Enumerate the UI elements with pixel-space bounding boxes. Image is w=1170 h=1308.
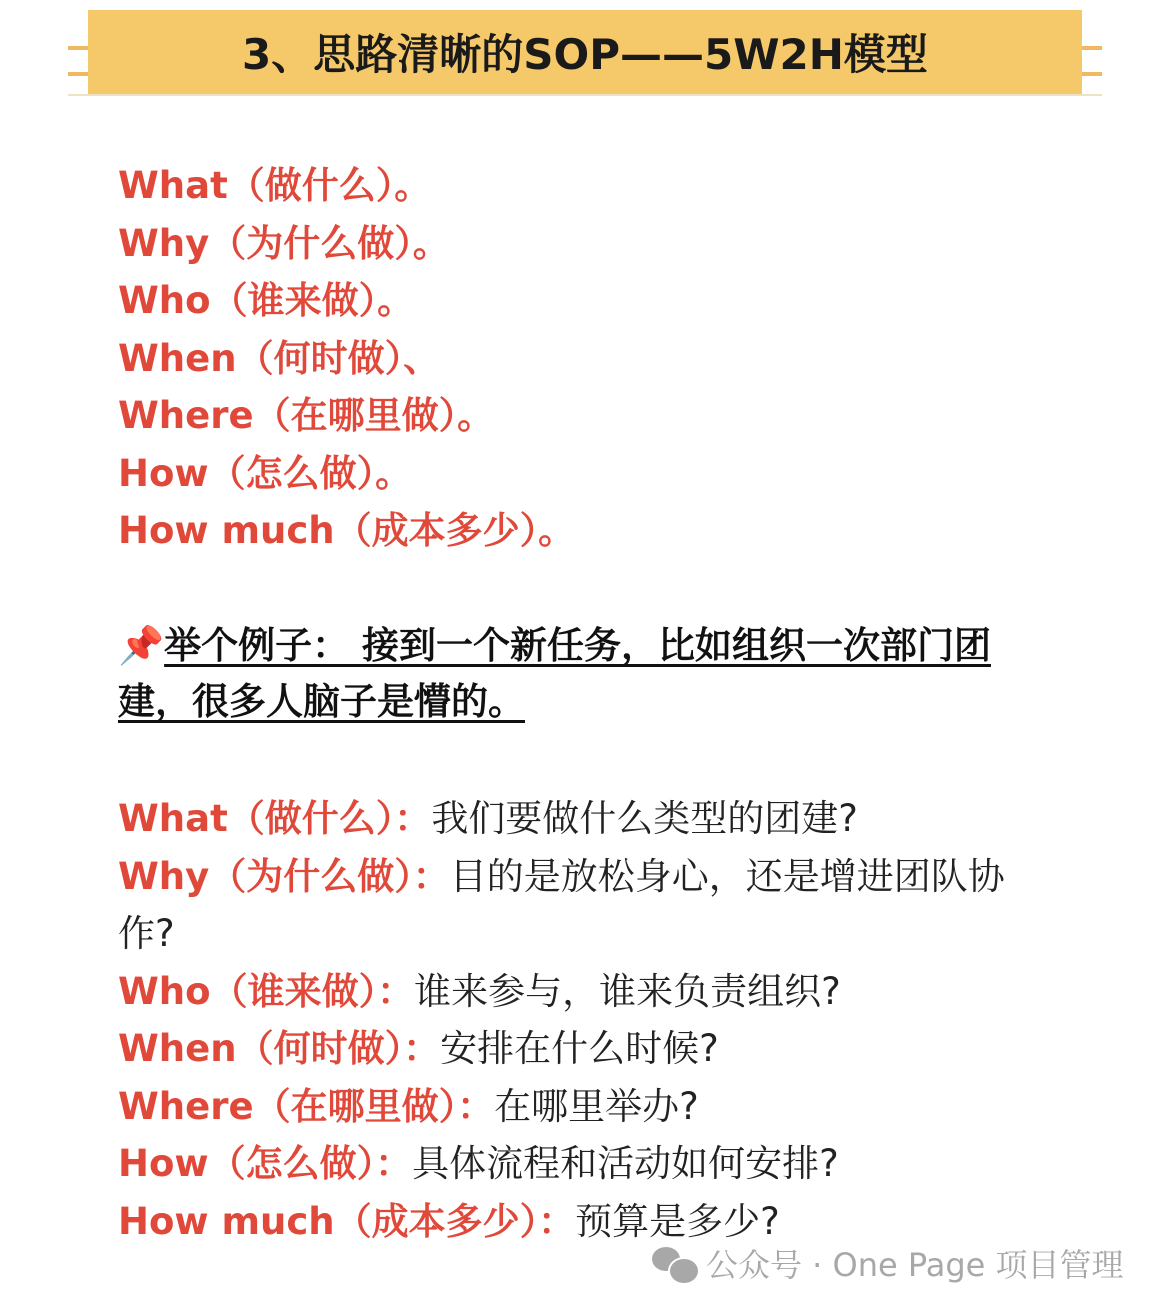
- section-banner: [88, 10, 1082, 94]
- example-heading: 📌举个例子： 接到一个新任务，比如组织一次部门团建，很多人脑子是懵的。: [118, 618, 1018, 730]
- model-list: [118, 157, 575, 560]
- example-list: [118, 790, 1038, 1250]
- list-item: How much（成本多少）：预算是多少?: [118, 1199, 780, 1243]
- list-item: What（做什么）。: [118, 164, 432, 207]
- list-item: Where（在哪里做）。: [118, 394, 495, 437]
- wechat-icon: [652, 1245, 696, 1281]
- watermark: [652, 1240, 1124, 1286]
- list-item: When（何时做）：安排在什么时候?: [118, 1027, 719, 1070]
- divider: [68, 94, 1102, 96]
- list-item: When（何时做）、: [118, 336, 441, 380]
- list-item: How much（成本多少）。: [118, 509, 576, 552]
- list-item: Who（谁来做）。: [118, 279, 415, 322]
- list-item: What（做什么）：我们要做什么类型的团建?: [118, 797, 858, 840]
- list-item: How（怎么做）：具体流程和活动如何安排?: [118, 1142, 839, 1185]
- list-item: Why（为什么做）。: [118, 221, 450, 265]
- list-item: How（怎么做）。: [118, 451, 413, 495]
- watermark-text: 公众号 · One Page 项目管理: [706, 1246, 1124, 1284]
- list-item: Where（在哪里做）：在哪里举办?: [118, 1084, 699, 1128]
- list-item: Who（谁来做）：谁来参与，谁来负责组织?: [118, 969, 841, 1013]
- pushpin-icon: 📌: [118, 624, 165, 667]
- section-title: 3、思路清晰的SOP——5W2H模型: [242, 30, 928, 79]
- list-item: Why（为什么做）：目的是放松身心，还是增进团队协作?: [118, 854, 1005, 955]
